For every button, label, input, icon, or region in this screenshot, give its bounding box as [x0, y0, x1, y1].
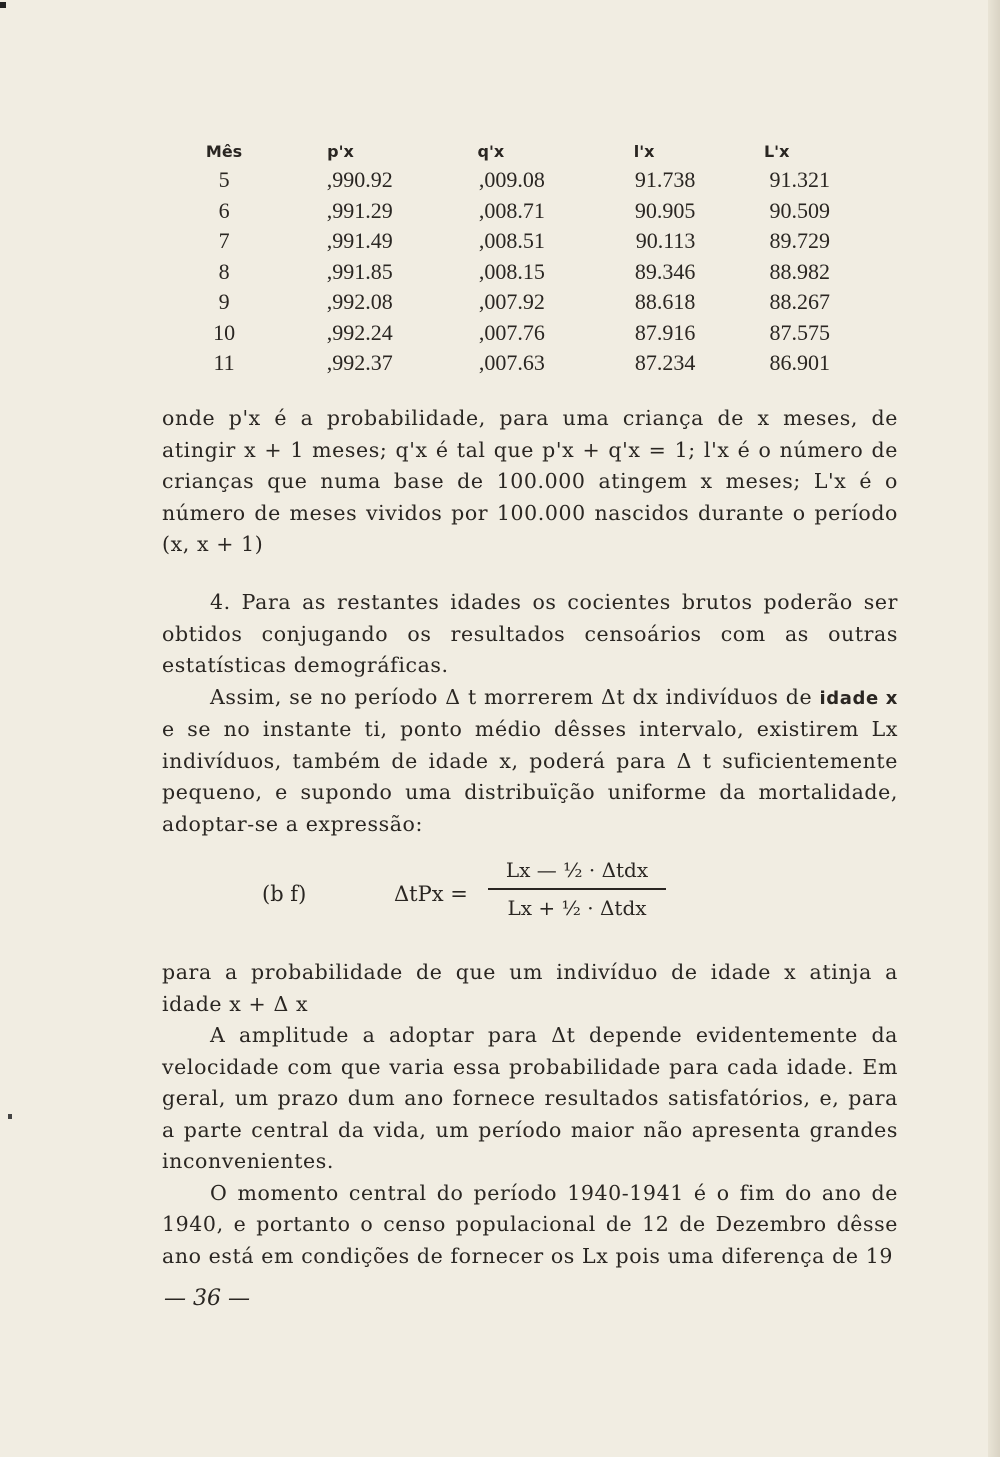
cell-lx: 90.113: [635, 228, 696, 254]
table-row: [200, 226, 850, 257]
assim-part1: Assim, se no período Δ t morrerem Δt dx indivíduos de: [210, 684, 820, 709]
assim-part2: e se no instante ti, ponto médio dêsses intervalo, existirem Lx indivíduos, também de idade x, poderá para Δ t suficientemente pequeno, e supondo uma distribuïção uniforme da mortalidade, adoptar-se a expressão:: [162, 717, 898, 836]
header-mes: Mês: [205, 141, 243, 161]
cell-lx: 87.916: [634, 319, 696, 345]
cell-Lx-upper: 88.267: [769, 289, 830, 315]
formula-fraction: [488, 852, 666, 926]
cell-mes: 6: [218, 197, 230, 223]
momento-paragraph: O momento central do período 1940-1941 é o fim do ano de 1940, e portanto o censo populacional de 12 de Dezembro dêsse ano está em condições de fornecer os Lx pois uma diferença de 19: [162, 1180, 898, 1268]
table-row: [200, 287, 850, 318]
assim-paragraph: [162, 682, 898, 841]
cell-qx: ,007.76: [478, 319, 545, 345]
table-row: [200, 318, 850, 349]
para-paragraph: para a probabilidade de que um indivíduo de idade x atinja a idade x + Δ x: [162, 960, 898, 1016]
cell-qx: ,008.71: [478, 197, 545, 223]
mortality-table: [200, 137, 850, 379]
closing-text: [162, 957, 898, 1272]
amplitude-paragraph: A amplitude a adoptar para Δt depende evidentemente da velocidade com que varia essa probabilidade para cada idade. Em geral, um prazo dum ano fornece resultados satisfatórios, e, para a parte central da vida, um período maior não apresenta grandes inconvenientes.: [162, 1023, 898, 1173]
table-header-row: [200, 137, 850, 165]
cell-px: ,992.08: [326, 289, 393, 315]
formula-label: (b f): [262, 882, 307, 906]
cell-Lx-upper: 89.729: [769, 228, 830, 254]
cell-mes: 9: [218, 289, 230, 315]
table-row: [200, 348, 850, 379]
cell-px: ,991.29: [326, 197, 393, 223]
formula-denominator: Lx + ½ · Δtdx: [507, 896, 647, 920]
table-body: [200, 165, 850, 379]
assim-bold: idade x: [819, 687, 898, 709]
page-edge: [988, 0, 1000, 1457]
cell-lx: 90.905: [634, 197, 696, 223]
cell-px: ,991.49: [326, 228, 393, 254]
cell-lx: 91.738: [634, 167, 696, 193]
cell-qx: ,009.08: [478, 167, 545, 193]
section-4: [162, 587, 898, 840]
cell-mes: 7: [218, 228, 230, 254]
header-px: p'x: [327, 141, 354, 161]
cell-Lx-upper: 88.982: [769, 258, 830, 284]
cell-Lx-upper: 87.575: [769, 319, 830, 345]
cell-px: ,990.92: [326, 167, 393, 193]
cell-mes: 8: [218, 258, 230, 284]
cell-qx: ,007.63: [478, 350, 545, 376]
table-row: [200, 196, 850, 227]
cell-Lx-upper: 90.509: [769, 197, 830, 223]
cell-px: ,992.24: [326, 319, 393, 345]
cell-px: ,991.85: [326, 258, 393, 284]
cell-lx: 88.618: [634, 289, 696, 315]
header-qx: q'x: [477, 141, 505, 161]
section4-text: 4. Para as restantes idades os cocientes brutos poderão ser obtidos conjugando os resultados censoários com as outras estatísticas demográficas.: [162, 590, 898, 677]
header-Lx-upper: L'x: [763, 141, 790, 161]
table-row: [200, 165, 850, 196]
formula: [0, 852, 1000, 932]
cell-Lx-upper: 86.901: [769, 350, 830, 376]
margin-mark: [8, 1114, 12, 1119]
page-number: — 36 —: [164, 1286, 250, 1311]
cell-lx: 89.346: [634, 258, 696, 284]
cell-qx: ,008.51: [478, 228, 545, 254]
definitions-paragraph: [162, 403, 898, 561]
cell-mes: 11: [213, 350, 235, 376]
cell-qx: ,008.15: [478, 258, 545, 284]
cell-mes: 5: [218, 167, 230, 193]
cell-qx: ,007.92: [478, 289, 545, 315]
table-row: [200, 257, 850, 288]
formula-numerator: Lx — ½ · Δtdx: [505, 858, 649, 882]
cell-px: ,992.37: [326, 350, 393, 376]
corner-mark: [0, 2, 6, 8]
header-lx: l'x: [633, 141, 655, 161]
formula-lhs: ΔtPx =: [394, 882, 468, 906]
cell-lx: 87.234: [634, 350, 696, 376]
definitions-text: onde p'x é a probabilidade, para uma criança de x meses, de atingir x + 1 meses; q'x é tal que p'x + q'x = 1; l'x é o número de crianças que numa base de 100.000 atingem x meses; L'x é o número de meses vividos por 100.000 nascidos durante o período (x, x + 1): [162, 406, 898, 556]
cell-Lx-upper: 91.321: [769, 167, 830, 193]
cell-mes: 10: [213, 319, 236, 345]
